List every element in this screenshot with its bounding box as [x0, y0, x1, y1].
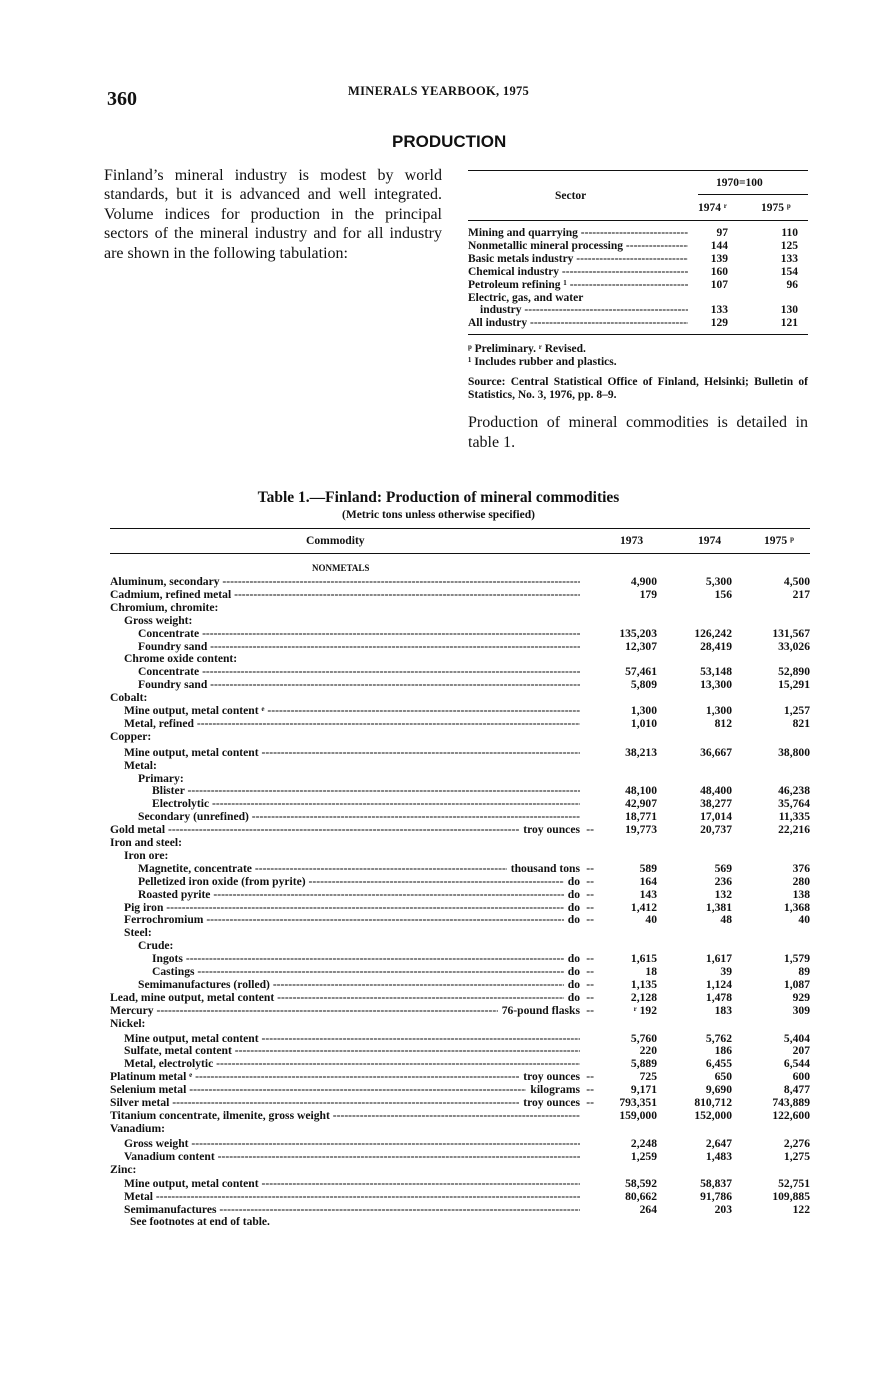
- value-1975: 40: [798, 913, 810, 927]
- commodity-label: Gross weight:: [124, 614, 193, 627]
- value-1975: 2,276: [783, 1136, 810, 1150]
- col-1974: 1974: [698, 534, 722, 547]
- value-1973: 1,010: [630, 716, 657, 730]
- value-1974: 152,000: [694, 1108, 732, 1122]
- value-1975: 376: [792, 861, 810, 875]
- commodity-label: Platinum metal ᵉ -----: [110, 1071, 580, 1084]
- unit-leader: --: [586, 977, 594, 991]
- commodity-label: Copper:: [110, 730, 152, 743]
- table-row: [110, 1058, 810, 1071]
- index-row: [468, 227, 808, 240]
- value-1975: 46,238: [778, 784, 810, 798]
- commodity-label: Gross weight -----: [110, 1138, 580, 1151]
- unit-label: thousand tons: [507, 863, 580, 876]
- section-nonmetals: NONMETALS: [312, 563, 370, 573]
- commodity-label: Foundry sand -----: [110, 641, 580, 654]
- value-1974: 186: [714, 1044, 732, 1058]
- value-1973: 725: [639, 1070, 657, 1084]
- index-row-1974: 160: [710, 265, 728, 278]
- value-1973: 4,900: [630, 575, 657, 588]
- index-row-1975: 110: [781, 227, 798, 239]
- table-row: [110, 1110, 810, 1123]
- table-row: [110, 824, 810, 837]
- unit-label: do: [564, 953, 580, 966]
- commodity-label: Metal -----: [110, 1191, 580, 1204]
- value-1973: 1,412: [630, 900, 657, 914]
- value-1973: 143: [639, 887, 657, 901]
- value-1973: 2,128: [630, 990, 657, 1004]
- commodity-label: Aluminum, secondary -----: [110, 576, 580, 589]
- index-row-1974: 133: [710, 304, 728, 317]
- table-row: [110, 927, 810, 940]
- unit-leader: --: [586, 1003, 594, 1017]
- table-row: [110, 589, 810, 602]
- value-1973: 159,000: [619, 1108, 657, 1122]
- value-1974: 236: [714, 874, 732, 888]
- unit-leader: --: [586, 1070, 594, 1084]
- table1-subtitle: (Metric tons unless otherwise specified): [342, 509, 535, 521]
- commodity-label: Titanium concentrate, ilmenite, gross weight -----: [110, 1110, 580, 1123]
- value-1973: 1,259: [630, 1149, 657, 1163]
- table-row: [110, 876, 810, 889]
- table-row: [110, 863, 810, 876]
- table-row: [110, 953, 810, 966]
- index-row-1975: 125: [780, 239, 798, 252]
- commodity-label: Chromium, chromite:: [110, 601, 219, 614]
- note-includes: ¹ Includes rubber and plastics.: [468, 356, 617, 368]
- unit-leader: --: [586, 1096, 594, 1109]
- value-1975: 52,751: [778, 1177, 810, 1191]
- value-1974: 5,762: [705, 1031, 732, 1045]
- value-1974: 20,737: [700, 823, 732, 837]
- value-1975: 217: [792, 587, 810, 601]
- value-1973: 793,351: [619, 1096, 657, 1109]
- value-1975: 1,579: [783, 952, 810, 966]
- value-1975: 280: [792, 874, 810, 888]
- commodity-label: Mine output, metal content -----: [110, 1178, 580, 1191]
- commodity-label: Vanadium:: [110, 1122, 165, 1135]
- index-row-label: Chemical industry -----: [468, 266, 688, 279]
- index-row-label: Basic metals industry -----: [468, 253, 688, 266]
- commodity-label: Semimanufactures (rolled) -----: [110, 979, 580, 992]
- value-1974: 13,300: [700, 678, 732, 692]
- commodity-label: Pelletized iron oxide (from pyrite) -----: [110, 876, 580, 889]
- header-1975: 1975 ᵖ: [761, 202, 791, 214]
- table-row: [110, 1164, 810, 1177]
- value-1975: 89: [798, 965, 810, 978]
- value-1973: 264: [639, 1203, 657, 1217]
- commodity-label: Secondary (unrefined) -----: [110, 811, 580, 824]
- commodity-label: Foundry sand -----: [110, 679, 580, 692]
- value-1975: 131,567: [772, 626, 810, 640]
- value-1974: 17,014: [700, 810, 732, 824]
- value-1975: 8,477: [783, 1083, 810, 1097]
- value-1973: 135,203: [619, 626, 657, 640]
- commodity-label: Magnetite, concentrate -----: [110, 863, 580, 876]
- commodity-label: Semimanufactures -----: [110, 1204, 580, 1217]
- commodity-label: Mercury -----: [110, 1005, 580, 1018]
- index-row-1974: 107: [710, 278, 728, 291]
- table-row: [110, 1045, 810, 1058]
- index-row-1975: 96: [786, 278, 798, 291]
- table-row: [110, 1005, 810, 1018]
- value-1974: 810,712: [694, 1096, 732, 1109]
- value-1974: 156: [714, 587, 732, 601]
- table-row: [110, 1033, 810, 1046]
- section-heading: PRODUCTION: [392, 132, 507, 151]
- unit-label: do: [564, 889, 580, 902]
- table-row: [110, 966, 810, 979]
- index-row-1974: 97: [716, 227, 728, 239]
- value-1975: 600: [792, 1070, 810, 1084]
- value-1975: 122,600: [772, 1108, 810, 1122]
- value-1973: 179: [639, 587, 657, 601]
- commodity-label: Iron ore:: [124, 849, 169, 862]
- commodity-label: Sulfate, metal content -----: [110, 1045, 580, 1058]
- table1-title: Table 1.—Finland: Production of mineral commodities: [257, 489, 620, 506]
- value-1974: 1,300: [705, 704, 732, 717]
- value-1973: 12,307: [625, 639, 657, 653]
- index-row-label: Nonmetallic mineral processing -----: [468, 240, 688, 253]
- unit-label: do: [564, 914, 580, 927]
- value-1973: 1,300: [630, 704, 657, 717]
- value-1975: 35,764: [778, 797, 810, 811]
- commodity-label: Castings -----: [110, 966, 580, 979]
- table-row: [110, 1191, 810, 1204]
- table-row: [110, 731, 810, 744]
- value-1974: 1,483: [705, 1149, 732, 1163]
- value-1975: 15,291: [778, 678, 810, 692]
- index-row: [468, 253, 808, 266]
- value-1975: 929: [792, 990, 810, 1004]
- table-row: [110, 641, 810, 654]
- index-row-1975: 130: [780, 304, 798, 317]
- value-1974: 2,647: [705, 1136, 732, 1150]
- page-number: 360: [107, 88, 137, 110]
- table-row: [110, 760, 810, 773]
- value-1973: 2,248: [630, 1136, 657, 1150]
- commodity-label: Pig iron -----: [110, 902, 580, 915]
- unit-label: do: [564, 902, 580, 915]
- value-1974: 1,381: [705, 900, 732, 914]
- intro-paragraph: Finland’s mineral industry is modest by world standards, but it is advanced and well integrated. Volume indices for production in the principal sectors of the mineral industry and for all industry are shown in the following tabulation:: [104, 167, 442, 262]
- unit-label: do: [564, 979, 580, 992]
- value-1974: 203: [714, 1203, 732, 1217]
- value-1973: 1,615: [630, 952, 657, 966]
- value-1973: 18: [645, 965, 657, 978]
- header-1974: 1974 ʳ: [698, 202, 727, 214]
- commodity-label: Chrome oxide content:: [124, 653, 238, 666]
- table-row: [110, 1151, 810, 1164]
- index-row-1974: 139: [710, 252, 728, 265]
- table-row: [110, 1123, 810, 1136]
- note-preliminary: ᵖ Preliminary. ʳ Revised.: [468, 343, 586, 355]
- commodity-label: Metal:: [124, 759, 157, 772]
- index-row: [468, 317, 808, 330]
- commodity-label: Silver metal -----: [110, 1097, 580, 1110]
- value-1973: 5,760: [630, 1031, 657, 1045]
- unit-label: do: [564, 876, 580, 889]
- value-1973: 1,135: [630, 977, 657, 991]
- unit-leader: --: [586, 913, 594, 927]
- value-1974: 1,617: [705, 952, 732, 966]
- unit-leader: --: [586, 990, 594, 1004]
- value-1973: 48,100: [625, 784, 657, 798]
- table-row: [110, 850, 810, 863]
- index-row: [468, 292, 808, 305]
- table-row: [110, 1138, 810, 1151]
- commodity-label: Electrolytic -----: [110, 798, 580, 811]
- value-1975: 38,800: [778, 745, 810, 759]
- value-1974: 48,400: [700, 784, 732, 798]
- table-row: [110, 1071, 810, 1084]
- table-row: [110, 628, 810, 641]
- unit-label: troy ounces: [519, 1097, 580, 1110]
- value-1975: 109,885: [772, 1190, 810, 1204]
- table-row: [110, 902, 810, 915]
- value-1973: 57,461: [625, 665, 657, 679]
- value-1975: 1,257: [783, 704, 810, 717]
- index-row-label: Mining and quarrying -----: [468, 227, 688, 240]
- table-row: [110, 837, 810, 850]
- unit-leader: --: [586, 874, 594, 888]
- value-1974: 58,837: [700, 1177, 732, 1191]
- table-row: [110, 679, 810, 692]
- value-1975: 1,087: [783, 977, 810, 991]
- unit-leader: --: [586, 965, 594, 978]
- unit-leader: --: [586, 1083, 594, 1097]
- value-1975: 309: [792, 1003, 810, 1017]
- value-1975: 52,890: [778, 665, 810, 679]
- commodity-label: Gold metal -----: [110, 824, 580, 837]
- col-1973: 1973: [620, 534, 644, 547]
- value-1974: 28,419: [700, 639, 732, 653]
- table-row: [110, 940, 810, 953]
- value-1974: 812: [714, 716, 732, 730]
- index-row-1974: 129: [710, 317, 728, 330]
- col-1975: 1975 ᵖ: [764, 534, 794, 547]
- table-row: [110, 747, 810, 760]
- value-1974: 183: [714, 1003, 732, 1017]
- value-1973: 80,662: [625, 1190, 657, 1204]
- value-1974: 38,277: [700, 797, 732, 811]
- commodity-label: Concentrate -----: [110, 666, 580, 679]
- value-1973: 5,889: [630, 1057, 657, 1071]
- value-1973: 58,592: [625, 1177, 657, 1191]
- index-row: [468, 279, 808, 292]
- unit-leader: --: [586, 887, 594, 901]
- unit-label: troy ounces: [519, 824, 580, 837]
- value-1974: 5,300: [705, 575, 732, 588]
- value-1974: 569: [714, 861, 732, 875]
- value-1974: 36,667: [700, 745, 732, 759]
- value-1974: 53,148: [700, 665, 732, 679]
- index-row-1975: 133: [780, 252, 798, 265]
- commodity-label: Metal, electrolytic -----: [110, 1058, 580, 1071]
- commodity-label: Iron and steel:: [110, 837, 182, 849]
- value-1975: 207: [792, 1044, 810, 1058]
- value-1975: 1,275: [783, 1149, 810, 1163]
- table-row: [110, 602, 810, 615]
- commodity-label: Zinc:: [110, 1163, 137, 1176]
- commodity-label: Ferrochromium -----: [110, 914, 580, 927]
- value-1975: 4,500: [783, 575, 810, 588]
- value-1973: 19,773: [625, 823, 657, 837]
- value-1974: 132: [714, 887, 732, 901]
- value-1975: 5,404: [783, 1031, 810, 1045]
- index-row-1975: 121: [780, 317, 798, 330]
- value-1975: 6,544: [783, 1057, 810, 1071]
- commodity-label: Ingots -----: [110, 953, 580, 966]
- index-row-1974: 144: [710, 239, 728, 252]
- col-commodity: Commodity: [306, 534, 365, 547]
- commodity-label: Metal, refined -----: [110, 718, 580, 731]
- table-row: [110, 1097, 810, 1110]
- table-row: [110, 914, 810, 927]
- commodity-label: Mine output, metal content -----: [110, 747, 580, 760]
- commodity-label: Mine output, metal content ᵉ -----: [110, 705, 580, 718]
- value-1974: 91,786: [700, 1190, 732, 1204]
- running-head: MINERALS YEARBOOK, 1975: [348, 84, 530, 98]
- commodity-label: Primary:: [138, 772, 184, 785]
- table-row: [110, 705, 810, 718]
- index-row-label: industry -----: [468, 304, 688, 317]
- value-1975: 138: [792, 887, 810, 901]
- commodity-label: Cobalt:: [110, 692, 148, 705]
- table-row: [110, 979, 810, 992]
- value-1975: 11,335: [778, 810, 810, 824]
- commodity-label: Roasted pyrite -----: [110, 889, 580, 902]
- index-row: [468, 304, 808, 317]
- header-base: 1970=100: [716, 177, 763, 189]
- value-1974: 9,690: [705, 1083, 732, 1097]
- value-1974: 6,455: [705, 1057, 732, 1071]
- index-row-label: All industry -----: [468, 317, 688, 330]
- value-1974: 1,124: [705, 977, 732, 991]
- unit-label: kilograms: [526, 1084, 580, 1097]
- commodity-label: Crude:: [138, 940, 174, 953]
- index-row-label: Petroleum refining ¹ -----: [468, 279, 688, 292]
- value-1974: 48: [720, 913, 732, 927]
- commodity-label: Nickel:: [110, 1017, 146, 1030]
- value-1973: 5,809: [630, 678, 657, 692]
- table-row: [110, 718, 810, 731]
- unit-label: do: [564, 992, 580, 1005]
- value-1975: 122: [792, 1203, 810, 1217]
- value-1973: 589: [639, 861, 657, 875]
- commodity-label: Blister -----: [110, 785, 580, 798]
- unit-leader: --: [586, 861, 594, 875]
- unit-leader: --: [586, 900, 594, 914]
- table-row: [110, 692, 810, 705]
- table-row: [110, 615, 810, 628]
- value-1973: 40: [645, 913, 657, 927]
- value-1975: 821: [792, 716, 810, 730]
- unit-label: 76-pound flasks: [498, 1005, 580, 1018]
- value-1975: 33,026: [778, 639, 810, 653]
- commodity-label: Mine output, metal content -----: [110, 1033, 580, 1046]
- footnote-reference: See footnotes at end of table.: [130, 1216, 270, 1228]
- unit-label: troy ounces: [519, 1071, 580, 1084]
- value-1973: 42,907: [625, 797, 657, 811]
- table-row: [110, 889, 810, 902]
- index-row-label: Electric, gas, and water: [468, 291, 584, 304]
- value-1973: 220: [639, 1044, 657, 1058]
- unit-label: do: [564, 966, 580, 979]
- value-1975: 1,368: [783, 900, 810, 914]
- value-1973: 164: [639, 874, 657, 888]
- index-notes: [468, 343, 808, 369]
- commodity-label: Concentrate -----: [110, 628, 580, 641]
- index-row: [468, 266, 808, 279]
- value-1974: 650: [714, 1070, 732, 1084]
- value-1973: 9,171: [630, 1083, 657, 1097]
- commodity-label: Lead, mine output, metal content -----: [110, 992, 580, 1005]
- commodity-label: Vanadium content -----: [110, 1151, 580, 1164]
- value-1973: 18,771: [625, 810, 657, 824]
- table-row: [110, 992, 810, 1005]
- header-sector: Sector: [555, 190, 587, 202]
- index-row: [468, 240, 808, 253]
- value-1974: 126,242: [694, 626, 732, 640]
- value-1973: ʳ 192: [633, 1003, 657, 1017]
- source-note: Source: Central Statistical Office of Finland, Helsinki; Bulletin of Statistics, No. 3, 1976, pp. 8–9.: [468, 376, 808, 402]
- table-row: [110, 576, 810, 589]
- value-1974: 1,478: [705, 990, 732, 1004]
- unit-leader: --: [586, 952, 594, 966]
- value-1975: 743,889: [772, 1096, 810, 1109]
- commodity-label: Cadmium, refined metal -----: [110, 589, 580, 602]
- unit-leader: --: [586, 823, 594, 837]
- index-row-1975: 154: [780, 265, 798, 278]
- value-1974: 39: [720, 965, 732, 978]
- value-1975: 22,216: [778, 823, 810, 837]
- commodity-label: Steel:: [124, 927, 152, 940]
- detail-paragraph: Production of mineral commodities is detailed in table 1.: [468, 414, 808, 451]
- commodity-label: Selenium metal -----: [110, 1084, 580, 1097]
- value-1973: 38,213: [625, 745, 657, 759]
- table-row: [110, 1018, 810, 1031]
